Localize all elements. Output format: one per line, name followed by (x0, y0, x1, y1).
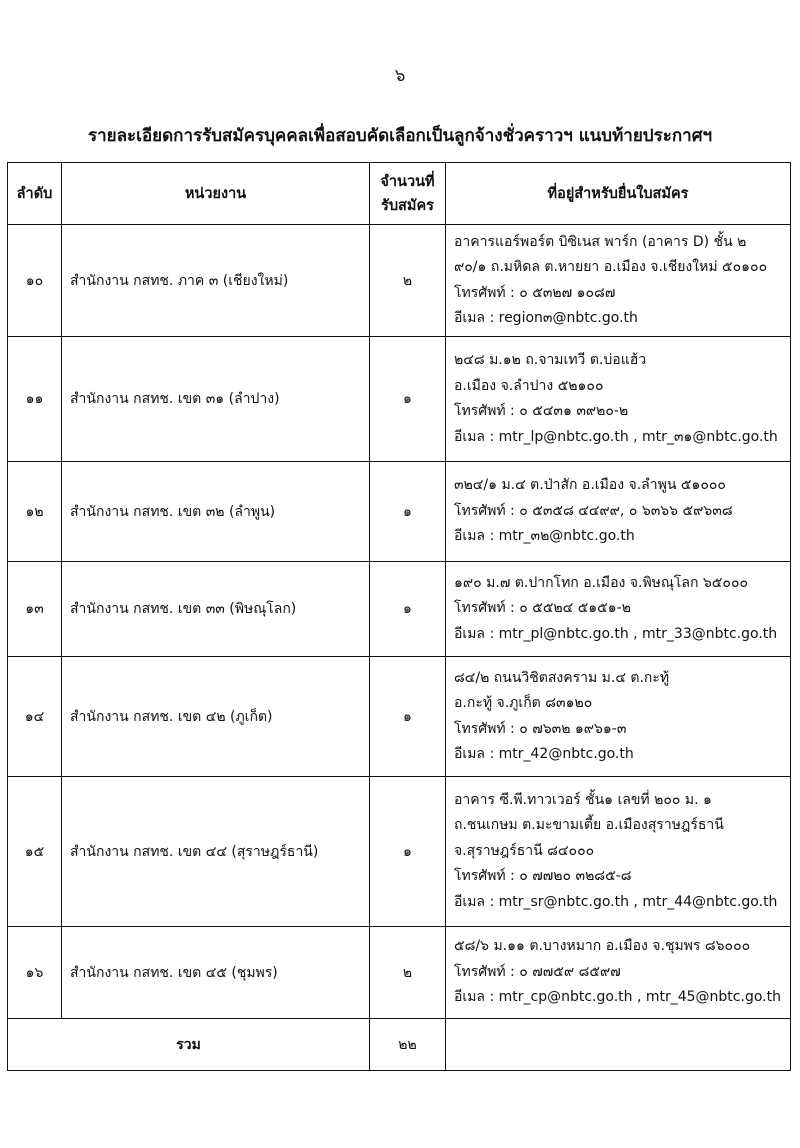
row-address (446, 657, 791, 777)
row-unit: สำนักงาน กสทช. เขต ๔๒ (ภูเก็ต) (62, 657, 370, 777)
row-count: ๒ (370, 927, 446, 1019)
table-body (8, 225, 791, 1019)
row-address (446, 337, 791, 462)
address-line: ๑๙๐ ม.๗ ต.ปากโทก อ.เมือง จ.พิษณุโลก ๖๕๐๐๐ (454, 574, 749, 591)
row-count: ๒ (370, 225, 446, 337)
address-line: ๘๔/๒ ถนนวิชิตสงคราม ม.๔ ต.กะทู้ (454, 669, 670, 686)
row-seq: ๑๔ (8, 657, 62, 777)
address-line: อีเมล : mtr_sr@nbtc.go.th , mtr_44@nbtc.go.th (454, 893, 778, 910)
address-line: โทรศัพท์ : ๐ ๗๗๕๙ ๘๕๙๗ (454, 963, 621, 980)
row-count: ๑ (370, 462, 446, 562)
address-line: ๕๘/๖ ม.๑๑ ต.บางหมาก อ.เมือง จ.ชุมพร ๘๖๐๐๐ (454, 938, 751, 955)
table-header-row (8, 163, 791, 225)
row-count: ๑ (370, 777, 446, 927)
header-count (370, 163, 446, 225)
table-row (8, 337, 791, 462)
row-address (446, 225, 791, 337)
header-address: ที่อยู่สำหรับยื่นใบสมัคร (446, 163, 791, 225)
row-address (446, 462, 791, 562)
address-line: อีเมล : mtr_cp@nbtc.go.th , mtr_45@nbtc.go.th (454, 989, 781, 1006)
row-address (446, 562, 791, 657)
address-line: ถ.ชนเกษม ต.มะขามเตี้ย อ.เมืองสุราษฎร์ธานี (454, 817, 724, 834)
table-row (8, 777, 791, 927)
header-count-line2: รับสมัคร (381, 197, 434, 214)
row-unit: สำนักงาน กสทช. เขต ๓๒ (ลำพูน) (62, 462, 370, 562)
row-count: ๑ (370, 657, 446, 777)
table-row (8, 462, 791, 562)
address-line: อ.เมือง จ.ลำปาง ๕๒๑๐๐ (454, 377, 604, 394)
address-line: โทรศัพท์ : ๐ ๕๔๓๑ ๓๙๒๐-๒ (454, 403, 629, 419)
address-line: โทรศัพท์ : ๐ ๕๕๒๔ ๕๑๕๑-๒ (454, 600, 631, 617)
address-line: อีเมล : region๓@nbtc.go.th (454, 310, 638, 326)
total-row (8, 1019, 791, 1071)
header-unit: หน่วยงาน (62, 163, 370, 225)
address-line: โทรศัพท์ : ๐ ๕๓๒๗ ๑๐๘๗ (454, 284, 616, 301)
address-line: ๒๔๘ ม.๑๒ ถ.จามเทวี ต.บ่อแฮ้ว (454, 352, 647, 368)
row-seq: ๑๒ (8, 462, 62, 562)
address-line: อีเมล : mtr_lp@nbtc.go.th , mtr_๓๑@nbtc.go.th (454, 428, 778, 445)
table-row (8, 225, 791, 337)
row-seq: ๑๕ (8, 777, 62, 927)
row-count: ๑ (370, 337, 446, 462)
row-unit: สำนักงาน กสทช. ภาค ๓ (เชียงใหม่) (62, 225, 370, 337)
address-line: อาคาร ซี.พี.ทาวเวอร์ ชั้น๑ เลขที่ ๒๐๐ ม. ๑ (454, 791, 712, 808)
total-address-empty (446, 1019, 791, 1071)
row-address (446, 777, 791, 927)
document-title: รายละเอียดการรับสมัครบุคคลเพื่อสอบคัดเลือกเป็นลูกจ้างชั่วคราวฯ แนบท้ายประกาศฯ (87, 126, 713, 146)
address-line: อีเมล : mtr_42@nbtc.go.th (454, 746, 634, 762)
row-seq: ๑๑ (8, 337, 62, 462)
total-value: ๒๒ (370, 1019, 446, 1071)
address-line: อีเมล : mtr_๓๒@nbtc.go.th (454, 528, 635, 545)
table-row (8, 657, 791, 777)
row-unit: สำนักงาน กสทช. เขต ๓๑ (ลำปาง) (62, 337, 370, 462)
row-unit: สำนักงาน กสทช. เขต ๔๕ (ชุมพร) (62, 927, 370, 1019)
row-count: ๑ (370, 562, 446, 657)
address-line: อ.กะทู้ จ.ภูเก็ต ๘๓๑๒๐ (454, 695, 593, 711)
applicant-table (7, 162, 791, 1071)
address-line: โทรศัพท์ : ๐ ๗๗๒๐ ๓๒๘๕-๘ (454, 868, 632, 885)
address-line: อาคารแอร์พอร์ต บิซิเนส พาร์ก (อาคาร D) ชั้น ๒ (454, 233, 747, 250)
address-line: ๓๒๔/๑ ม.๔ ต.ป่าสัก อ.เมือง จ.ลำพูน ๕๑๐๐๐ (454, 477, 726, 494)
page-number: ๖ (394, 66, 406, 86)
header-seq: ลำดับ (8, 163, 62, 225)
address-line: โทรศัพท์ : ๐ ๕๓๕๘ ๔๔๙๙, ๐ ๖๓๖๖ ๕๙๖๓๘ (454, 502, 733, 519)
row-seq: ๑๖ (8, 927, 62, 1019)
row-unit: สำนักงาน กสทช. เขต ๔๔ (สุราษฎร์ธานี) (62, 777, 370, 927)
address-line: โทรศัพท์ : ๐ ๗๖๓๒ ๑๙๖๑-๓ (454, 720, 627, 737)
total-label: รวม (8, 1019, 370, 1071)
address-line: ๙๐/๑ ถ.มหิดล ต.หายยา อ.เมือง จ.เชียงใหม่ ๕๐๑๐๐ (454, 259, 768, 275)
header-count-line1: จำนวนที่ (380, 173, 435, 190)
address-line: จ.สุราษฎร์ธานี ๘๔๐๐๐ (454, 842, 595, 859)
row-address (446, 927, 791, 1019)
row-unit: สำนักงาน กสทช. เขต ๓๓ (พิษณุโลก) (62, 562, 370, 657)
address-line: อีเมล : mtr_pl@nbtc.go.th , mtr_33@nbtc.go.th (454, 625, 778, 642)
row-seq: ๑๐ (8, 225, 62, 337)
table-row (8, 927, 791, 1019)
row-seq: ๑๓ (8, 562, 62, 657)
table-row (8, 562, 791, 657)
